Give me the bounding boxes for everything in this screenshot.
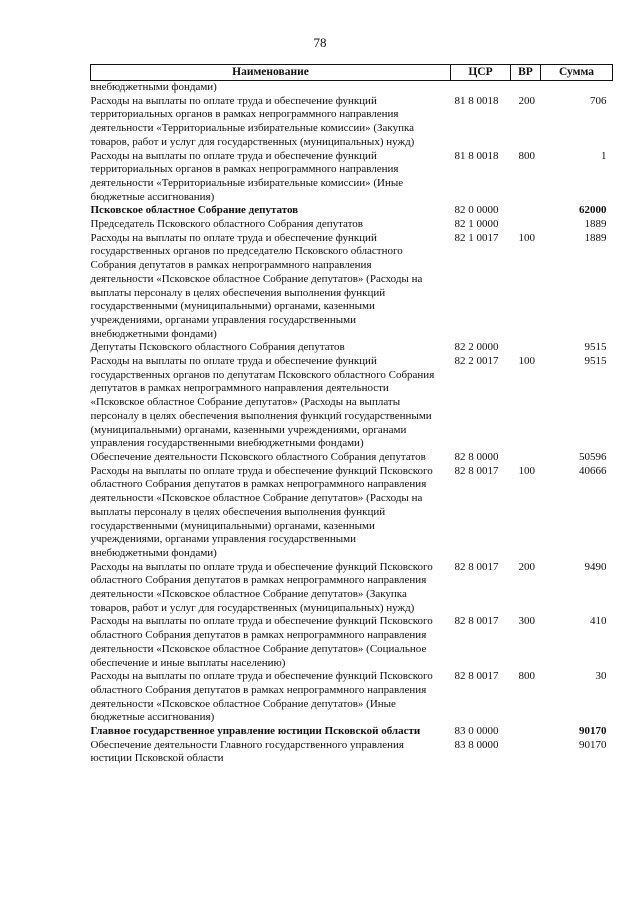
row-vr (511, 451, 541, 465)
table-row-section (91, 204, 613, 218)
table-row (91, 615, 613, 670)
row-name: Расходы на выплаты по оплате труда и обеспечение функций территориальных органов в рамках непрограммного направления деятельности «Территориальные избирательные комиссии» (Закупка товаров, работ и услуг для государственных (муниципальных) нужд) (90, 94, 415, 148)
row-name: Расходы на выплаты по оплате труда и обеспечение функций Псковского областного Собрания депутатов в рамках непрограммного направления деятельности «Псковское областное Собрание депутатов» (Социальное обеспечение и иные выплаты населению) (90, 615, 433, 669)
row-vr: 300 (518, 615, 535, 628)
row-name: Обеспечение деятельности Псковского областного Собрания депутатов (90, 450, 426, 463)
row-csr: 82 0 0000 (454, 204, 499, 217)
row-name: внебюджетными фондами) (90, 81, 217, 93)
row-vr: 100 (518, 355, 535, 368)
table-row (91, 355, 613, 451)
row-csr: 82 8 0017 (454, 464, 499, 477)
row-csr: 82 8 0017 (454, 615, 499, 628)
row-vr (511, 725, 541, 739)
row-csr: 82 8 0017 (454, 560, 499, 573)
row-name: Расходы на выплаты по оплате труда и обеспечение функций государственных органов по депутатам Псковского областного Собрания депутатов в рамках непрограммного направления деятельности «Псковское областное Собрание депутатов» (Расходы на выплаты персоналу в целях обеспечения выполнения функций государственными (муниципальными) органами, казенными учреждениями, органами управления государственными внебюджетными фондами) (90, 355, 435, 450)
row-sum: 706 (590, 94, 607, 107)
row-sum: 1 (601, 149, 607, 162)
row-sum: 90170 (579, 738, 607, 751)
row-name: Депутаты Псковского областного Собрания депутатов (90, 341, 345, 354)
table-row (91, 95, 613, 150)
row-vr: 200 (518, 560, 535, 573)
row-vr: 100 (518, 464, 535, 477)
header-name: Наименование (91, 65, 451, 81)
row-csr: 81 8 0018 (454, 149, 499, 162)
row-csr: 82 8 0000 (454, 450, 499, 463)
table-row (91, 451, 613, 465)
row-vr (511, 739, 541, 766)
row-vr: 200 (518, 94, 535, 107)
row-sum: 1889 (584, 231, 607, 244)
row-name: Председатель Псковского областного Собрания депутатов (90, 218, 363, 231)
table-row (91, 150, 613, 205)
table-body (91, 81, 613, 767)
row-name: Расходы на выплаты по оплате труда и обеспечение функций территориальных органов в рамках непрограммного направления деятельности «Территориальные избирательные комиссии» (Иные бюджетные ассигнования) (90, 149, 404, 203)
row-csr: 82 8 0017 (454, 670, 499, 683)
row-name: Расходы на выплаты по оплате труда и обеспечение функций государственных органов по председателю Псковского областного Собрания депутатов в рамках непрограммного направления деятельности «Псковское областное Собрание депутатов» (Расходы на выплаты персоналу в целях обеспечения выполнения функций государственными (муниципальными) органами, казенными учреждениями, органами управления государственными внебюджетными фондами) (90, 231, 423, 340)
row-sum: 9490 (584, 560, 607, 573)
row-sum: 40666 (579, 464, 607, 477)
row-csr: 83 0 0000 (454, 725, 499, 738)
table-row (91, 81, 613, 95)
row-vr (511, 204, 541, 218)
page-number: 78 (313, 35, 327, 50)
row-csr (451, 81, 511, 95)
row-sum: 62000 (579, 204, 607, 217)
table-row (91, 341, 613, 355)
header-sum: Сумма (541, 65, 613, 81)
row-sum: 90170 (579, 725, 607, 738)
row-csr: 82 2 0000 (454, 341, 499, 354)
row-sum: 410 (590, 615, 607, 628)
row-vr (511, 218, 541, 232)
row-sum: 1889 (584, 218, 607, 231)
header-vr: ВР (511, 65, 541, 81)
row-sum: 9515 (584, 355, 607, 368)
table-row (91, 739, 613, 766)
row-csr: 81 8 0018 (454, 94, 499, 107)
table-row (91, 465, 613, 561)
row-name: Расходы на выплаты по оплате труда и обеспечение функций Псковского областного Собрания депутатов в рамках непрограммного направления деятельности «Псковское областное Собрание депутатов» (Иные бюджетные ассигнования) (90, 670, 433, 724)
row-name: Обеспечение деятельности Главного государственного управления юстиции Псковской области (90, 738, 404, 765)
header-csr: ЦСР (451, 65, 511, 81)
row-vr (511, 81, 541, 95)
row-csr: 83 8 0000 (454, 738, 499, 751)
row-vr: 800 (518, 149, 535, 162)
row-vr: 800 (518, 670, 535, 683)
row-vr: 100 (518, 231, 535, 244)
budget-table (90, 64, 613, 766)
table-row (91, 561, 613, 616)
row-csr: 82 1 0000 (454, 218, 499, 231)
row-name: Главное государственное управление юстиции Псковской области (90, 725, 421, 738)
row-vr (511, 341, 541, 355)
table-row (91, 670, 613, 725)
table-header-row (91, 65, 613, 81)
row-name: Псковское областное Собрание депутатов (90, 204, 299, 217)
table-row (91, 218, 613, 232)
row-sum: 9515 (584, 341, 607, 354)
table-row-section (91, 725, 613, 739)
row-sum (541, 81, 613, 95)
table-row (91, 232, 613, 342)
row-sum: 50596 (579, 450, 607, 463)
row-csr: 82 1 0017 (454, 231, 499, 244)
row-sum: 30 (595, 670, 607, 683)
row-name: Расходы на выплаты по оплате труда и обеспечение функций Псковского областного Собрания депутатов в рамках непрограммного направления деятельности «Псковское областное Собрание депутатов» (Закупка товаров, работ и услуг для государственных (муниципальных) нужд) (90, 560, 433, 614)
row-csr: 82 2 0017 (454, 355, 499, 368)
row-name: Расходы на выплаты по оплате труда и обеспечение функций Псковского областного Собрания депутатов в рамках непрограммного направления деятельности «Псковское областное Собрание депутатов» (Расходы на выплаты персоналу в целях обеспечения выполнения функций государственными (муниципальными) органами, казенными учреждениями, органами управления государственными внебюджетными фондами) (90, 464, 433, 559)
